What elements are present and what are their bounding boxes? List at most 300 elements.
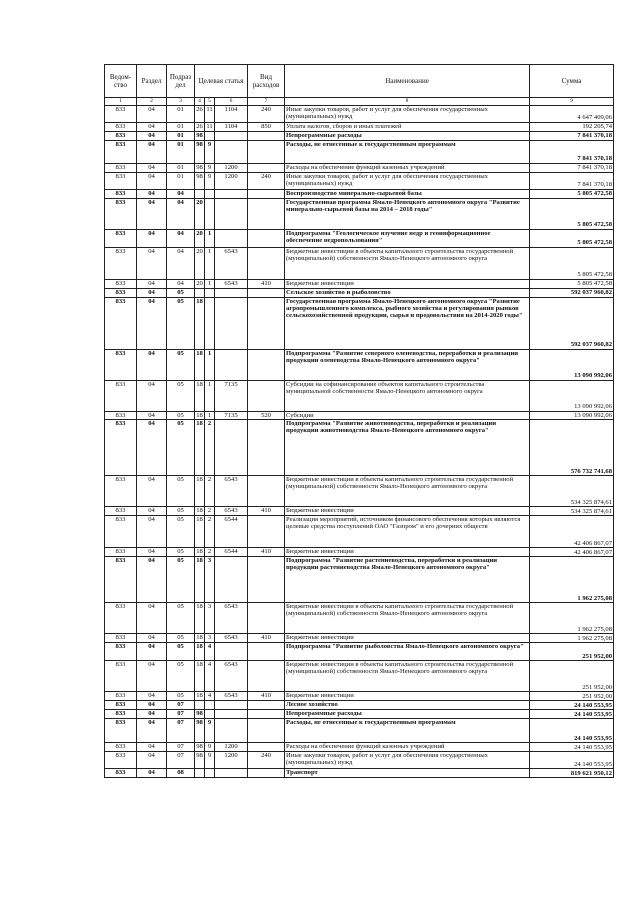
program-code-cell: 20	[195, 229, 205, 247]
vid-rashodov-cell	[248, 140, 285, 163]
razdel-cell: 04	[137, 189, 167, 198]
podrazdel-cell: 05	[167, 556, 195, 602]
subprogram-code-cell	[205, 198, 215, 229]
col-header-vedomstvo: Ведом-ство	[105, 65, 137, 98]
table-row	[105, 288, 614, 297]
program-code-cell: 20	[195, 198, 205, 229]
table-row	[105, 131, 614, 140]
summa-cell: 592 037 960,82	[530, 297, 614, 349]
col-header-podrazdel: Подраз дел	[167, 65, 195, 98]
subprogram-code-cell: 11	[205, 105, 215, 122]
naimenovanie-cell: Подпрограмма "Развитие животноводства, переработки и реализации продукции животноводства Ямало-Ненецкого автономного округа"	[285, 419, 530, 475]
podrazdel-cell: 04	[167, 279, 195, 288]
table-row	[105, 768, 614, 777]
vedomstvo-cell: 833	[105, 131, 137, 140]
vid-rashodov-cell	[248, 349, 285, 380]
summa-cell: 251 952,00	[530, 691, 614, 700]
program-code-cell: 20	[195, 247, 205, 279]
razdel-cell: 04	[137, 172, 167, 189]
summa-cell: 576 732 741,68	[530, 419, 614, 475]
razdel-cell: 04	[137, 411, 167, 419]
summa-cell: 7 841 370,18	[530, 131, 614, 140]
naimenovanie-cell: Расходы на обеспечение функций казенных учреждений	[285, 163, 530, 172]
vedomstvo-cell: 833	[105, 768, 137, 777]
table-row	[105, 742, 614, 751]
direction-code-cell	[215, 198, 248, 229]
vid-rashodov-cell: 240	[248, 105, 285, 122]
podrazdel-cell: 04	[167, 247, 195, 279]
podrazdel-cell: 08	[167, 768, 195, 777]
razdel-cell: 04	[137, 709, 167, 718]
summa-cell: 819 621 950,12	[530, 768, 614, 777]
program-code-cell: 98	[195, 140, 205, 163]
program-code-cell: 18	[195, 380, 205, 411]
direction-code-cell	[215, 297, 248, 349]
subprogram-code-cell: 9	[205, 172, 215, 189]
naimenovanie-cell: Бюджетные инвестиции в объекты капитального строительства государственной (муниципальной) собственности Ямало-Ненецкого автономного округа	[285, 660, 530, 691]
col-header-summa: Сумма	[530, 65, 614, 98]
program-code-cell: 20	[196, 279, 203, 287]
table-row	[105, 700, 614, 709]
podrazdel-cell: 01	[167, 163, 195, 172]
direction-code-cell	[215, 642, 248, 660]
subprogram-code-cell	[205, 131, 215, 140]
podrazdel-cell: 01	[167, 131, 195, 140]
vedomstvo-cell: 833	[105, 288, 137, 297]
subprogram-code-cell: 3	[205, 602, 215, 633]
direction-code-cell: 1200	[215, 751, 248, 768]
summa-cell: 24 140 553,95	[530, 751, 614, 768]
podrazdel-cell: 07	[167, 742, 195, 751]
table-row	[105, 751, 614, 768]
direction-code-cell	[215, 556, 248, 602]
podrazdel-cell: 05	[167, 633, 195, 642]
subprogram-code-cell: 1	[205, 279, 215, 288]
vid-rashodov-cell: 850	[248, 122, 285, 131]
table-row	[105, 122, 614, 131]
program-code-cell	[195, 700, 205, 709]
subprogram-code-cell: 2	[205, 475, 215, 506]
table-row	[105, 189, 614, 198]
summa-cell: 5 805 472,58	[530, 198, 614, 229]
vid-rashodov-cell: 520	[248, 411, 285, 419]
subprogram-code-cell: 4	[205, 642, 215, 660]
summa-cell: 4 647 409,06	[530, 105, 614, 122]
direction-code-cell: 1200	[215, 163, 248, 172]
razdel-cell: 04	[137, 718, 167, 742]
razdel-cell: 04	[137, 602, 167, 633]
summa-cell: 7 841 370,18	[530, 163, 614, 172]
naimenovanie-cell: Воспроизводство минерально-сырьевой базы	[285, 189, 530, 198]
naimenovanie-cell: Подпрограмма "Развитие растениеводства, переработки и реализации продукции растениеводства Ямало-Ненецкого автономного округа"	[285, 556, 530, 602]
vedomstvo-cell: 833	[105, 700, 137, 709]
naimenovanie-cell: Расходы, не отнесенные к государственным программам	[285, 140, 530, 163]
program-code-cell: 18	[196, 547, 203, 555]
podrazdel-cell: 07	[167, 709, 195, 718]
vid-rashodov-cell	[248, 475, 285, 506]
direction-code-cell: 1104	[215, 105, 248, 122]
podrazdel-cell: 05	[167, 380, 195, 411]
vid-rashodov-cell	[248, 768, 285, 777]
summa-cell: 251 952,00	[530, 660, 614, 691]
summa-cell: 24 140 553,95	[530, 700, 614, 709]
subprogram-code-cell: 4	[205, 691, 215, 700]
direction-code-cell: 6543	[215, 633, 248, 642]
vid-rashodov-cell	[248, 419, 285, 475]
col-number: 3	[167, 98, 195, 106]
summa-cell: 24 140 553,95	[530, 718, 614, 742]
direction-code-cell: 6543	[215, 602, 248, 633]
podrazdel-cell: 05	[167, 475, 195, 506]
direction-code-cell: 6544	[215, 547, 248, 556]
vid-rashodov-cell	[248, 700, 285, 709]
column-number-row	[105, 98, 614, 106]
subprogram-code-cell	[205, 700, 215, 709]
col-number: 7	[248, 98, 285, 106]
podrazdel-cell: 05	[167, 419, 195, 475]
summa-cell: 7 841 370,18	[530, 172, 614, 189]
vid-rashodov-cell	[248, 642, 285, 660]
razdel-cell: 04	[137, 349, 167, 380]
podrazdel-cell: 05	[167, 515, 195, 547]
vid-rashodov-cell	[248, 229, 285, 247]
direction-code-cell: 6543	[215, 506, 248, 515]
subprogram-code-cell: 11	[206, 122, 213, 130]
naimenovanie-cell: Бюджетные инвестиции	[285, 547, 530, 556]
naimenovanie-cell: Бюджетные инвестиции в объекты капитального строительства государственной (муниципальной) собственности Ямало-Ненецкого автономного округа	[285, 475, 530, 506]
table-row	[105, 718, 614, 742]
table-row	[105, 506, 614, 515]
vedomstvo-cell: 833	[105, 122, 137, 131]
summa-cell: 24 140 553,95	[530, 709, 614, 718]
program-code-cell: 18	[195, 515, 205, 547]
vid-rashodov-cell: 240	[248, 172, 285, 189]
podrazdel-cell: 05	[167, 411, 195, 419]
podrazdel-cell: 05	[167, 288, 195, 297]
razdel-cell: 04	[137, 163, 167, 172]
summa-cell: 251 952,00	[530, 642, 614, 660]
summa-cell: 13 090 992,06	[530, 411, 614, 419]
razdel-cell: 04	[137, 279, 167, 288]
naimenovanie-cell: Лесное хозяйство	[285, 700, 530, 709]
naimenovanie-cell: Иные закупки товаров, работ и услуг для обеспечения государственных (муниципальных) нужд	[285, 105, 530, 122]
vedomstvo-cell: 833	[105, 660, 137, 691]
vedomstvo-cell: 833	[105, 105, 137, 122]
table-row	[105, 556, 614, 602]
vedomstvo-cell: 833	[105, 247, 137, 279]
vedomstvo-cell: 833	[105, 751, 137, 768]
podrazdel-cell: 05	[167, 547, 195, 556]
direction-code-cell: 6544	[215, 515, 248, 547]
program-code-cell: 18	[196, 411, 203, 419]
table-row	[105, 709, 614, 718]
summa-cell: 1 962 275,08	[530, 602, 614, 633]
summa-cell: 1 962 275,08	[530, 556, 614, 602]
razdel-cell: 04	[137, 515, 167, 547]
razdel-cell: 04	[137, 700, 167, 709]
naimenovanie-cell: Непрограммные расходы	[285, 131, 530, 140]
direction-code-cell	[215, 768, 248, 777]
vedomstvo-cell: 833	[105, 140, 137, 163]
direction-code-cell	[215, 349, 248, 380]
naimenovanie-cell: Бюджетные инвестиции	[285, 506, 530, 515]
podrazdel-cell: 01	[167, 105, 195, 122]
summa-cell: 5 805 472,58	[530, 229, 614, 247]
vedomstvo-cell: 833	[105, 380, 137, 411]
podrazdel-cell: 04	[167, 229, 195, 247]
vid-rashodov-cell	[248, 556, 285, 602]
table-row	[105, 411, 614, 419]
program-code-cell: 26	[195, 105, 205, 122]
subprogram-code-cell: 2	[205, 419, 215, 475]
podrazdel-cell: 01	[167, 172, 195, 189]
vid-rashodov-cell: 410	[248, 279, 285, 288]
podrazdel-cell: 07	[167, 718, 195, 742]
program-code-cell: 98	[196, 709, 203, 717]
table-row	[105, 247, 614, 279]
table-row	[105, 691, 614, 700]
program-code-cell: 18	[195, 660, 205, 691]
table-row	[105, 660, 614, 691]
naimenovanie-cell: Бюджетные инвестиции	[285, 691, 530, 700]
program-code-cell: 98	[195, 718, 205, 742]
naimenovanie-cell: Расходы, не отнесенные к государственным программам	[285, 718, 530, 742]
vedomstvo-cell: 833	[105, 279, 137, 288]
direction-code-cell	[215, 131, 248, 140]
table-row	[105, 547, 614, 556]
naimenovanie-cell: Иные закупки товаров, работ и услуг для обеспечения государственных (муниципальных) нужд	[285, 751, 530, 768]
col-header-naimenovanie: Наименование	[285, 65, 530, 98]
razdel-cell: 04	[137, 660, 167, 691]
razdel-cell: 04	[137, 229, 167, 247]
direction-code-cell	[215, 709, 248, 718]
program-code-cell	[195, 288, 205, 297]
razdel-cell: 04	[137, 131, 167, 140]
podrazdel-cell: 05	[167, 506, 195, 515]
vedomstvo-cell: 833	[105, 709, 137, 718]
razdel-cell: 04	[137, 105, 167, 122]
table-row	[105, 602, 614, 633]
summa-cell: 1 962 275,08	[530, 633, 614, 642]
subprogram-code-cell	[205, 709, 215, 718]
naimenovanie-cell: Реализация мероприятий, источником финансового обеспечения которых являются целевые средства поступлений ОАО "Газпром" и его дочерних обществ	[285, 515, 530, 547]
vid-rashodov-cell: 410	[248, 547, 285, 556]
subprogram-code-cell: 2	[205, 506, 215, 515]
summa-cell: 534 325 874,61	[530, 475, 614, 506]
table-row	[105, 633, 614, 642]
razdel-cell: 04	[137, 642, 167, 660]
subprogram-code-cell: 3	[205, 556, 215, 602]
direction-code-cell	[215, 288, 248, 297]
program-code-cell: 98	[196, 131, 203, 139]
program-code-cell: 98	[196, 742, 203, 750]
vedomstvo-cell: 833	[105, 556, 137, 602]
table-body	[105, 105, 614, 777]
vid-rashodov-cell	[248, 288, 285, 297]
summa-cell: 192 205,74	[530, 122, 614, 131]
direction-code-cell: 6543	[215, 279, 248, 288]
vedomstvo-cell: 833	[105, 198, 137, 229]
table-row	[105, 198, 614, 229]
direction-code-cell	[215, 189, 248, 198]
podrazdel-cell: 01	[167, 122, 195, 131]
razdel-cell: 04	[137, 475, 167, 506]
vid-rashodov-cell	[248, 660, 285, 691]
razdel-cell: 04	[137, 380, 167, 411]
vedomstvo-cell: 833	[105, 189, 137, 198]
program-code-cell: 98	[195, 172, 205, 189]
razdel-cell: 04	[137, 547, 167, 556]
budget-table	[104, 64, 614, 778]
vedomstvo-cell: 833	[105, 172, 137, 189]
vedomstvo-cell: 833	[105, 691, 137, 700]
vedomstvo-cell: 833	[105, 642, 137, 660]
vedomstvo-cell: 833	[105, 411, 137, 419]
summa-cell: 592 037 960,82	[530, 288, 614, 297]
razdel-cell: 04	[137, 288, 167, 297]
podrazdel-cell: 07	[167, 700, 195, 709]
table-row	[105, 419, 614, 475]
program-code-cell: 18	[195, 419, 205, 475]
naimenovanie-cell: Субсидии на софинансирование объектов капитального строительства муниципальной собственности Ямало-Ненецкого автономного округа	[285, 380, 530, 411]
program-code-cell: 18	[195, 556, 205, 602]
col-header-celevaya-statya: Целевая статья	[195, 65, 248, 98]
direction-code-cell	[215, 140, 248, 163]
vid-rashodov-cell	[248, 189, 285, 198]
naimenovanie-cell: Непрограммные расходы	[285, 709, 530, 718]
col-header-vid-rashodov: Вид расходов	[248, 65, 285, 98]
summa-cell: 13 090 992,06	[530, 349, 614, 380]
vedomstvo-cell: 833	[105, 163, 137, 172]
vid-rashodov-cell: 240	[248, 751, 285, 768]
table-row	[105, 140, 614, 163]
subprogram-code-cell: 1	[205, 349, 215, 380]
podrazdel-cell: 04	[167, 189, 195, 198]
podrazdel-cell: 05	[167, 691, 195, 700]
podrazdel-cell: 05	[167, 349, 195, 380]
naimenovanie-cell: Бюджетные инвестиции	[285, 633, 530, 642]
vid-rashodov-cell	[248, 742, 285, 751]
podrazdel-cell: 05	[167, 297, 195, 349]
subprogram-code-cell: 9	[205, 751, 215, 768]
razdel-cell: 04	[137, 297, 167, 349]
vid-rashodov-cell: 410	[248, 633, 285, 642]
direction-code-cell	[215, 700, 248, 709]
subprogram-code-cell: 2	[205, 547, 215, 556]
table-row	[105, 279, 614, 288]
razdel-cell: 04	[137, 122, 167, 131]
vedomstvo-cell: 833	[105, 718, 137, 742]
naimenovanie-cell: Подпрограмма "Развитие рыболовства Ямало-Ненецкого автономного округа"	[285, 642, 530, 660]
table-row	[105, 105, 614, 122]
vid-rashodov-cell	[248, 131, 285, 140]
program-code-cell: 26	[196, 122, 203, 130]
vid-rashodov-cell	[248, 163, 285, 172]
table-row	[105, 642, 614, 660]
vid-rashodov-cell: 410	[248, 506, 285, 515]
vid-rashodov-cell	[248, 709, 285, 718]
podrazdel-cell: 05	[167, 660, 195, 691]
vid-rashodov-cell	[248, 515, 285, 547]
program-code-cell	[195, 189, 205, 198]
subprogram-code-cell: 9	[205, 718, 215, 742]
naimenovanie-cell: Транспорт	[285, 768, 530, 777]
direction-code-cell: 6543	[215, 660, 248, 691]
vid-rashodov-cell	[248, 198, 285, 229]
summa-cell: 534 325 874,61	[530, 506, 614, 515]
vedomstvo-cell: 833	[105, 633, 137, 642]
summa-cell: 5 805 472,58	[530, 247, 614, 279]
program-code-cell: 98	[195, 751, 205, 768]
direction-code-cell	[215, 419, 248, 475]
table-row	[105, 349, 614, 380]
razdel-cell: 04	[137, 506, 167, 515]
col-number: 6	[215, 98, 248, 106]
naimenovanie-cell: Уплата налогов, сборов и иных платежей	[285, 122, 530, 131]
vid-rashodov-cell	[248, 380, 285, 411]
program-code-cell: 18	[195, 642, 205, 660]
podrazdel-cell: 07	[167, 751, 195, 768]
budget-table-sheet	[104, 64, 613, 778]
summa-cell: 7 841 370,18	[530, 140, 614, 163]
podrazdel-cell: 04	[167, 198, 195, 229]
razdel-cell: 04	[137, 691, 167, 700]
vedomstvo-cell: 833	[105, 742, 137, 751]
program-code-cell: 18	[195, 297, 205, 349]
summa-cell: 13 090 992,06	[530, 380, 614, 411]
naimenovanie-cell: Подпрограмма "Геологическое изучение недр и геоинформационное обеспечение недропользования"	[285, 229, 530, 247]
subprogram-code-cell	[205, 288, 215, 297]
razdel-cell: 04	[137, 556, 167, 602]
podrazdel-cell: 05	[167, 642, 195, 660]
subprogram-code-cell: 9	[205, 140, 215, 163]
vedomstvo-cell: 833	[105, 419, 137, 475]
col-number: 2	[137, 98, 167, 106]
summa-cell: 24 140 553,95	[530, 742, 614, 751]
program-code-cell: 18	[196, 633, 203, 641]
subprogram-code-cell	[205, 768, 215, 777]
subprogram-code-cell: 4	[205, 660, 215, 691]
vedomstvo-cell: 833	[105, 515, 137, 547]
vid-rashodov-cell	[248, 718, 285, 742]
col-header-razdel: Раздел	[137, 65, 167, 98]
program-code-cell: 18	[196, 691, 203, 699]
program-code-cell: 98	[196, 163, 203, 171]
direction-code-cell: 6543	[215, 691, 248, 700]
col-number: 1	[105, 98, 137, 106]
razdel-cell: 04	[137, 768, 167, 777]
vedomstvo-cell: 833	[105, 475, 137, 506]
summa-cell: 42 406 867,07	[530, 515, 614, 547]
vedomstvo-cell: 833	[105, 602, 137, 633]
table-row	[105, 515, 614, 547]
program-code-cell: 18	[195, 602, 205, 633]
direction-code-cell: 7135	[215, 380, 248, 411]
razdel-cell: 04	[137, 198, 167, 229]
table-header-row	[105, 65, 614, 98]
direction-code-cell: 6543	[215, 247, 248, 279]
vedomstvo-cell: 833	[105, 506, 137, 515]
subprogram-code-cell: 3	[205, 633, 215, 642]
razdel-cell: 04	[137, 742, 167, 751]
col-number: 9	[530, 98, 614, 106]
subprogram-code-cell: 1	[205, 247, 215, 279]
subprogram-code-cell: 1	[205, 229, 215, 247]
col-number: 8	[285, 98, 530, 106]
summa-cell: 5 805 472,58	[530, 189, 614, 198]
naimenovanie-cell: Бюджетные инвестиции в объекты капитального строительства государственной (муниципальной) собственности Ямало-Ненецкого автономного округа	[285, 602, 530, 633]
table-row	[105, 229, 614, 247]
